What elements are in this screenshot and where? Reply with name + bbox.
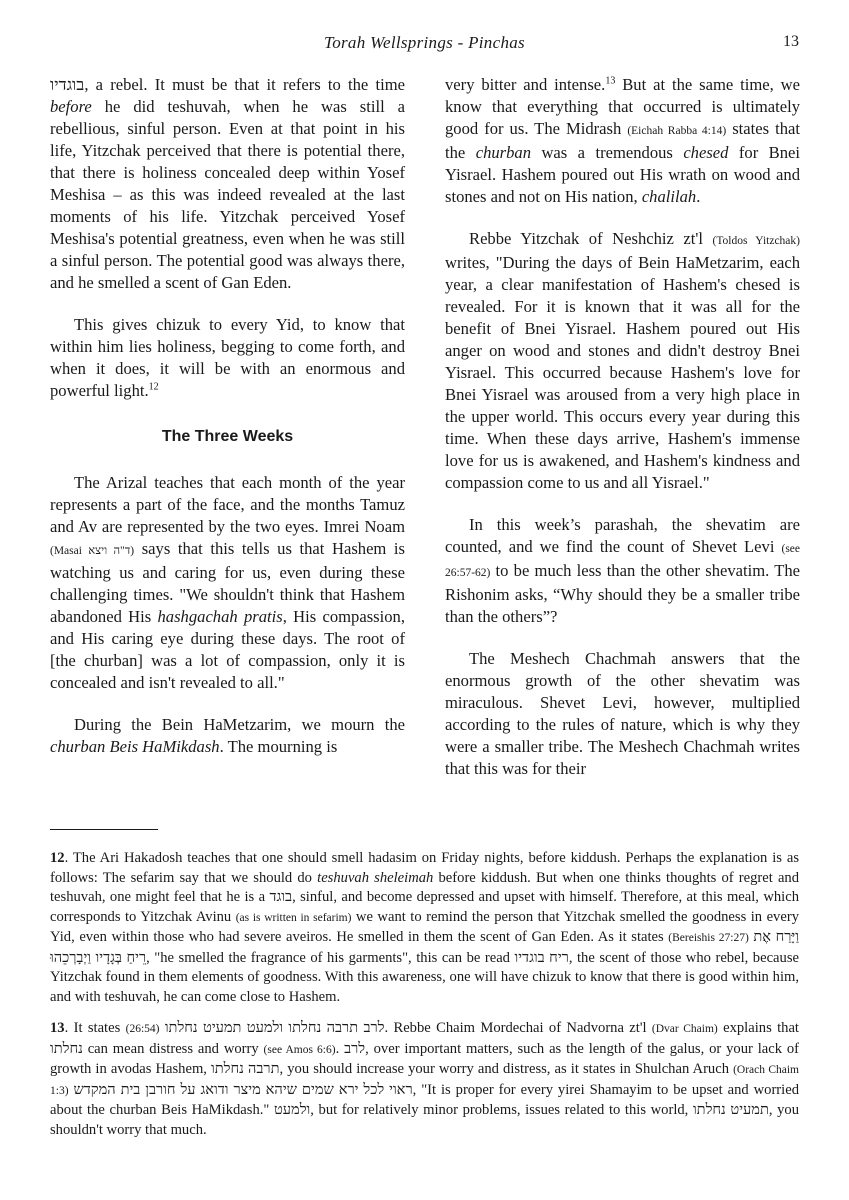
paragraph: In this week’s parashah, the shevatim are counted, and we find the count of Shevet Levi (see 26:57-62) to be much less than the other shevatim. The Rishonim asks, “Why should they be a smaller tribe than the others”? xyxy=(445,515,800,626)
footnote-number: 13 xyxy=(50,1020,65,1036)
paragraph: This gives chizuk to every Yid, to know that within him lies holiness, begging to come forth, and when it does, it will be with an enormous and powerful light.$^{12}$ xyxy=(50,315,405,400)
paragraph: Rebbe Yitzchak of Neshchiz zt'l (Toldos Yitzchak) writes, "During the days of Bein HaMetzarim, each year, a clear manifestation of Hashem's chesed is revealed. For it is known that it was all for the benefit of Bnei Yisrael. Hashem poured out His anger on wood and stones and didn't destroy Bnei Yisrael. This occurred because Hashem's love for Bnei Yisrael was aroused from a very high place in the upper world. This occurs every year during this time. When these days arrive, Hashem's immense love for us is awakened, and Hashem's kindness and compassion come to us and all Yisrael." xyxy=(445,229,800,492)
footnotes xyxy=(50,849,799,1152)
footnote-13: 13. It states (26:54) לרב תרבה נחלתו ולמעט תמעיט נחלתו. Rebbe Chaim Mordechai of Nadvorna zt'l (Dvar Chaim) explains that נחלתו can mean distress and worry (see Amos 6:6). לרב, over important matters, such as the length of the galus, or your lack of growth in avodas Hashem, תרבה נחלתו, you should increase your worry and distress, as it states in Shulchan Aruch (Orach Chaim 1:3) ראוי לכל ירא שמים שיהא מיצר ודואג על חורבן בית המקדש, "It is proper for every yirei Shamayim to be upset and worried about the churban Beis HaMikdash." ולמעט, but for relatively minor problems, issues related to this world, תמעיט נחלתו, you shouldn't worry that much. xyxy=(50,1020,800,1138)
page-header xyxy=(50,33,799,57)
page-number: 13 xyxy=(783,33,799,50)
footnote-number: 12 xyxy=(50,850,65,866)
paragraph: The Meshech Chachmah answers that the enormous growth of the other shevatim was miraculous. Shevet Levi, however, multiplied according to the rules of nature, which is why they were a smaller tribe. The Meshech Chachmah writes that this was for their xyxy=(445,649,800,778)
footnote-divider xyxy=(50,829,158,830)
right-column xyxy=(445,74,800,800)
paragraph: בוגדיו, a rebel. It must be that it refers to the time before he did teshuvah, when he was still a rebellious, sinful person. Even at that point in his life, Yitzchak perceived that there is potential there, that there is holiness concealed deep within Yosef Meshisa – as this was indeed revealed at the last moments of his life. Yitzchak perceived Yosef Meshisa's potential greatness, even when he was still a sinful person. The potential good was always there, and he smelled a scent of Gan Eden. xyxy=(50,75,405,292)
section-heading: The Three Weeks xyxy=(161,428,294,445)
paragraph: During the Bein HaMetzarim, we mourn the churban Beis HaMikdash. The mourning is xyxy=(50,715,405,756)
footnote-ref[interactable]: 12 xyxy=(148,381,159,393)
left-column xyxy=(50,74,405,778)
footnote-ref[interactable]: 13 xyxy=(605,75,616,87)
running-title: Torah Wellsprings - Pinchas xyxy=(324,33,525,52)
footnote-12: 12. The Ari Hakadosh teaches that one should smell hadasim on Friday nights, before kiddush. Perhaps the explanation is as follows: The sefarim say that we should do teshuvah sheleimah before kiddush. But when one thinks thoughts of regret and teshuvah, one might feel that he is a בוגד, sinful, and become depressed and upset with himself. Therefore, at this meal, which corresponds to Yitzchak Avinu (as is written in sefarim) we want to remind the person that Yitzchak smelled the goodness in every Yid, even within those who had severe aveiros. He smelled in them the scent of Gan Eden. As it states (Bereishis 27:27) וַיָּרַח אֶת רֵיחַ בְּגָדָיו וַיְבָרְכֵהוּ, "he smelled the fragrance of his garments", this can be read ריח בוגדיו, the scent of those who rebel, because Yitzchak found in them elements of goodness. With this awareness, one will have chizuk to know that there is good within him, and with teshuvah, he can come close to Hashem. xyxy=(50,850,800,1005)
paragraph: The Arizal teaches that each month of the year represents a part of the face, and the months Tamuz and Av are represented by the two eyes. Imrei Noam (Masai ד"ה ויצא) says that this tells us that Hashem is watching us and caring for us, even during these challenging times. "We shouldn't think that Hashem abandoned His hashgachah pratis, His compassion, and His caring eye during these days. The root of [the churban] was a lot of compassion, only it is concealed and isn't revealed to all." xyxy=(50,473,405,692)
paragraph: very bitter and intense.$^{13}$ But at the same time, we know that everything that occurred is ultimately good for us. The Midrash (Eichah Rabba 4:14) states that the churban was a tremendous chesed for Bnei Yisrael. Hashem poured out His wrath on wood and stones and not on His nation, chalilah. xyxy=(445,75,801,206)
